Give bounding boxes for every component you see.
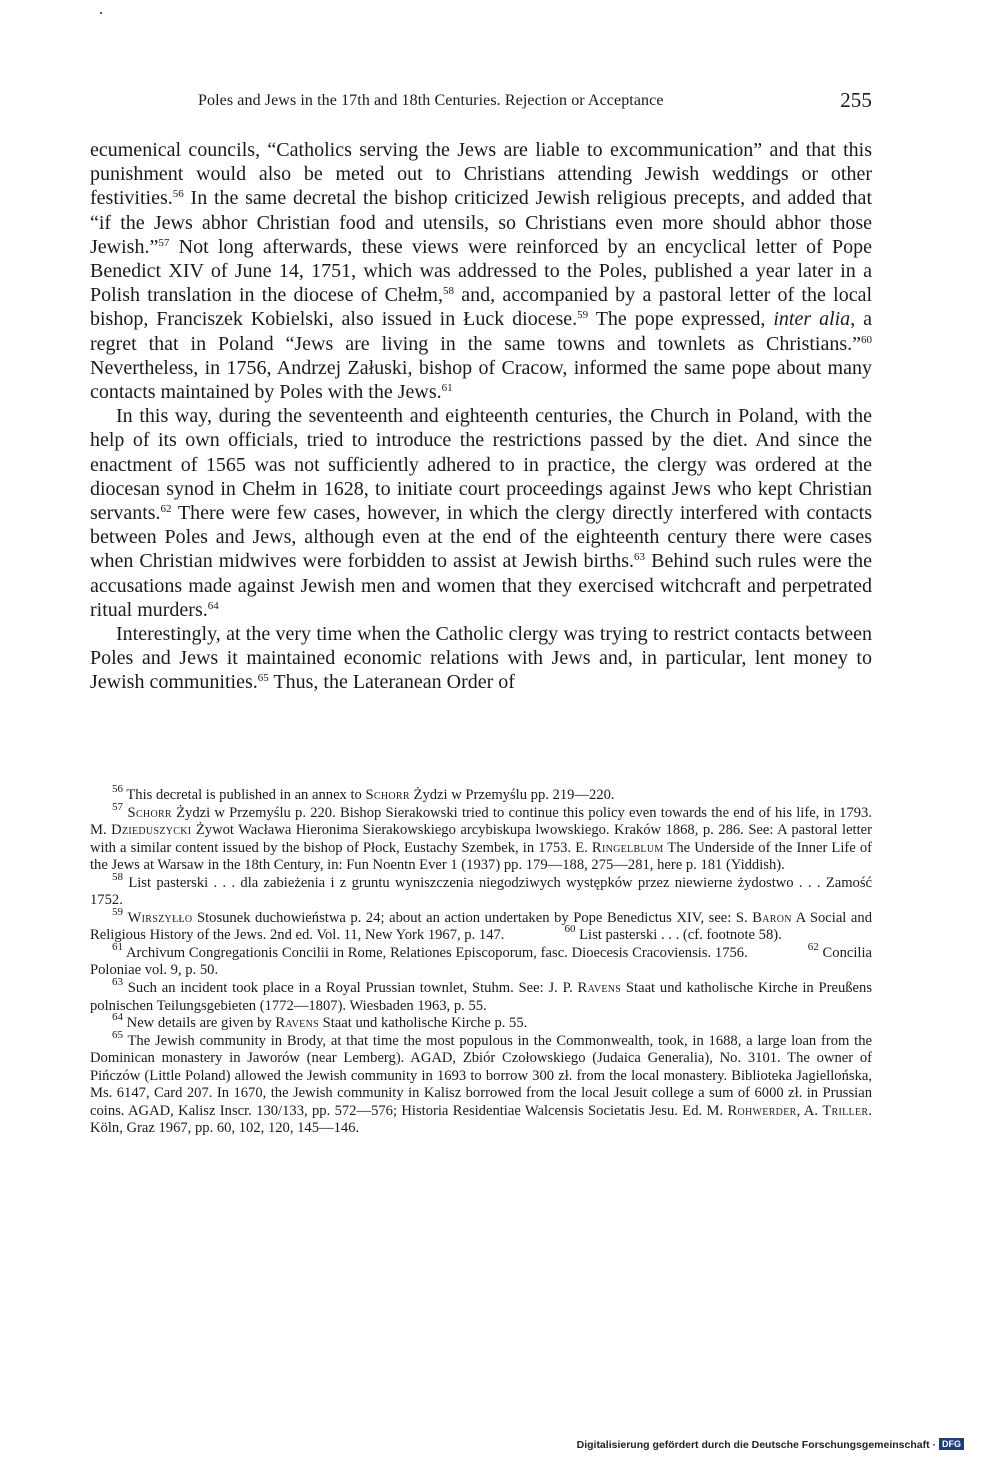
author-name: Ravens [275,1015,319,1032]
footnote-text: New details are given by [123,1015,276,1032]
footnotes [90,783,873,1138]
footnote-text: . Köln, Graz 1967, pp. 60, 102, 120, 145—146. [90,1102,872,1137]
paragraph-2 [90,404,872,622]
text-run: In the same decretal the bishop criticized Jewish religious precepts, and added that “if the Jews abhor Christian food and utensils, so Christians even more should abhor those Jewish.” [90,187,872,258]
footnote-text: List pasterski . . . dla zabieżenia i z gruntu wyniszczenia niegodziwych występków przez niewierne żydostwo . . . Zamość 1752. [90,874,872,909]
footnote-61-62 [90,940,872,980]
author-name: Ravens [577,980,622,997]
text-run: Not long afterwards, these views were reinforced by an encyclical letter of Pope Benedict XIV of June 14, 1751, which was addressed to the Poles, published a year later in a Polish translation in the diocese of Chełm, [90,235,872,307]
paragraph-1 [90,138,872,404]
credit-text: Digitalisierung gefördert durch die Deutsche Forschungsgemeinschaft · [576,1439,936,1451]
text-run: Thus, the Lateranean Order of [268,671,515,694]
text-run: Behind such rules were the accusations made against Jewish men and women that they exercised witchcraft and perpetrated ritual murders. [90,550,872,621]
footnote-ref-59: 59 [577,309,589,322]
footnote-ref-63: 63 [634,551,646,564]
text-run: The pope expressed, [588,308,774,331]
footnote-text: Stosunek duchowieństwa p. 24; about an action undertaken by Pope Benedictus XIV, see: S. [192,909,753,926]
footnote-57 [90,800,873,875]
footnote-text: Staat und katholische Kirche p. 55. [318,1015,528,1032]
text-run: and, accompanied by a pastoral letter of the local bishop, Franciszek Kobielski, also issued in Łuck diocese. [90,284,872,331]
footnote-number: 63 [112,976,123,989]
footnote-number: 56 [112,783,123,795]
author-name: Schorr [123,804,172,821]
text-run: There were few cases, however, in which the clergy directly interfered with contacts between Poles and Jews, although even at the end of the eighteenth century there were cases when Christian midwives were forbidden to assist at Jewish births. [90,502,872,573]
footnote-text: Archivum Congregationis Concilii in Rome, Relationes Episcoporum, fasc. Dioecesis Cracoviensis. 1756. [123,944,748,961]
footnote-text: A Social and Religious History of the Jews. 2nd ed. Vol. 11, New York 1967, p. 147. [90,909,872,944]
footnote-58 [90,870,872,910]
footnote-text: Such an incident took place in a Royal Prussian townlet, Stuhm. See: J. P. [123,980,578,997]
page-number: 255 [840,88,872,112]
footnote-ref-64: 64 [207,599,219,612]
footnote-number: 58 [112,870,123,883]
italic-phrase: inter alia [773,308,851,331]
footnote-number: 57 [112,800,123,813]
text-run: In this way, during the seventeenth and eighteenth centuries, the Church in Poland, with the help of its own officials, tried to introduce the restrictions passed by the diet. And since the enactment of 1565 was not sufficiently adhered to in practice, the clergy was ordered at the diocesan synod in Chełm in 1628, to initiate court proceedings against Jews who kept Christian servants. [90,405,872,525]
footnote-59-60 [90,905,872,945]
footnote-text: The Underside of the Inner Life of the Jews at Warsaw in the 18th Century, in: Fun Noentn Ever 1 (1937) pp. 179—188, 275—281, here p. 181 (Yiddish). [90,839,873,874]
footnote-ref-56: 56 [172,188,184,201]
body-text [90,138,872,695]
footnote-number: 64 [112,1011,123,1024]
footnote-ref-58: 58 [443,285,454,298]
footnote-ref-61: 61 [441,382,453,395]
footnote-text: The Jewish community in Brody, at that time the most populous in the Commonwealth, took, in 1688, a large loan from the Dominican monastery in Jaworów (near Lemberg). AGAD, Zbiór Czołowskiego (Judaica Generalia), No. 3101. The owner of Pińczów (Little Poland) allowed the Jewish community in 1693 to borrow 300 zł. from the local monastery. Biblioteka Jagiellońska, Ms. 6147, Card 207. In 1670, the Jewish community in Kalisz borrowed from the local Jesuit college a sum of 6000 zł. in Prussian coins. AGAD, Kalisz Inscr. 130/133, pp. 572—576; Historia Residentiae Walcensis Societatis Jesu. Ed. M. [90,1032,872,1119]
text-run: Nevertheless, in 1756, Andrzej Załuski, bishop of Cracow, informed the same pope about many contacts maintained by Poles with the Jews. [90,356,872,404]
author-name: Triller [822,1102,869,1119]
footnote-text: List pasterski . . . (cf. footnote 58). [575,927,782,944]
footnote-number: 59 [112,905,123,918]
author-name: Rohwerder [727,1102,797,1119]
author-name: Baron [752,909,792,926]
running-title: Poles and Jews in the 17th and 18th Centuries. Rejection or Acceptance [198,92,664,109]
footnote-ref-60: 60 [861,333,872,346]
footnote-number: 60 [564,923,576,936]
digitization-credit [577,1438,964,1451]
text-run: ecumenical councils, “Catholics serving the Jews are liable to excommunication” and that this punishment would also be meted out to Christians attending Jewish weddings or other festivities. [90,139,872,210]
footnote-text: Żywot Wacława Hieronima Sierakowskiego arcybiskupa lwowskiego. Kraków 1868, p. 286. See: A pastoral letter with a similar content issued by the bishop of Płock, Eustachy Szembek, in 1753. E. [90,822,873,856]
dfg-logo: DFG [939,1438,964,1450]
paragraph-3 [90,622,872,695]
footnote-ref-57: 57 [158,236,170,249]
author-name: Wirszyłło [123,909,193,926]
footnote-number: 65 [112,1028,123,1041]
footnote-ref-65: 65 [257,672,269,685]
footnote-number: 62 [807,940,819,953]
footnote-text: Concilia Poloniae vol. 9, p. 50. [90,944,872,979]
footnote-ref-62: 62 [160,503,172,516]
author-name: Ringelblum [591,839,664,856]
footnote-text: This decretal is published in an annex to [123,787,366,803]
footnote-text: Staat und katholische Kirche in Preußens polnischen Teilungsgebieten (1772—1807). Wiesbaden 1963, p. 55. [90,980,872,1014]
footnote-text: , A. [796,1102,823,1119]
footnote-56 [90,783,872,805]
footnote-number: 61 [112,940,123,953]
text-run: , a regret that in Poland “Jews are living in the same towns and townlets as Christians.” [90,308,872,355]
footnote-text: Żydzi w Przemyślu p. 220. Bishop Sierakowski tried to continue this policy even towards the end of his life, in 1793. M. [90,804,872,839]
footnote-65 [90,1028,872,1138]
text-run: Interestingly, at the very time when the Catholic clergy was trying to restrict contacts between Poles and Jews it maintained economic relations with Jews and, in particular, lent money to Jewish communities. [90,623,872,694]
author-name: Schorr [365,787,410,803]
author-name: Dzieduszycki [111,822,192,839]
footnote-63 [90,976,872,1015]
footnote-64 [90,1011,872,1033]
footnote-text: Żydzi w Przemyślu pp. 219—220. [409,787,615,803]
page-header [90,88,872,114]
scan-speck [100,12,102,14]
